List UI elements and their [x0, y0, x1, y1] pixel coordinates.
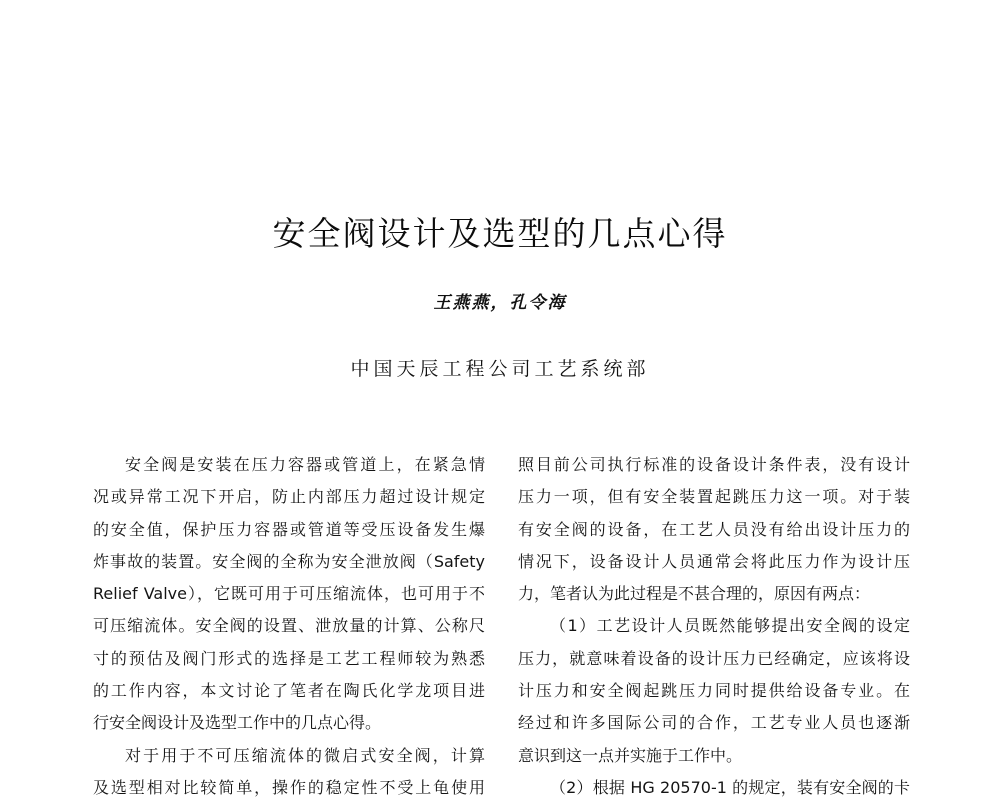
body-line: 行安全阀设计及选型工作中的几点心得。: [93, 713, 382, 733]
body-line: 对于用于不可压缩流体的微启式安全阀，计算: [125, 745, 485, 765]
body-line: 及选型相对比较简单，操作的稳定性不受上龟使用: [93, 777, 485, 797]
body-line: （1）工艺设计人员既然能够提出安全阀的设定: [550, 616, 910, 636]
body-line: 的工作内容，本文讨论了笔者在陶氏化学龙项目进: [93, 681, 485, 701]
body-line: 力，笔者认为此过程是不甚合理的，原因有两点：: [518, 584, 871, 604]
body-line: 寸的预估及阀门形式的选择是工艺工程师较为熟悉: [93, 648, 485, 668]
body-line: 压力，就意味着设备的设计压力已经确定，应该将设: [518, 648, 910, 668]
body-column-right: [518, 449, 910, 804]
body-line: 况或异常工况下开启，防止内部压力超过设计规定: [93, 487, 485, 507]
body-line: 计压力和安全阀起跳压力同时提供给设备专业。在: [518, 681, 910, 701]
body-line: 情况下，设备设计人员通常会将此压力作为设计压: [518, 551, 910, 571]
body-line: 照目前公司执行标准的设备设计条件表，没有设计: [518, 455, 910, 474]
body-line: Relief Valve），它既可用于可压缩流体，也可用于不: [93, 584, 485, 604]
body-line: 炸事故的装置。安全阀的全称为安全泄放阀（Safety: [93, 551, 485, 571]
body-line: 压力一项，但有安全装置起跳压力这一项。对于装: [518, 487, 910, 507]
body-line: 意识到这一点并实施于工作中。: [518, 745, 743, 765]
body-line: 经过和许多国际公司的合作，工艺专业人员也逐渐: [518, 713, 910, 733]
body-line: 可压缩流体。安全阀的设置、泄放量的计算、公称尺: [93, 616, 485, 636]
body-column-left: [93, 449, 485, 804]
body-line: 安全阀是安装在压力容器或管道上，在紧急情: [125, 455, 485, 474]
body-line: 的安全值，保护压力容器或管道等受压设备发生爆: [93, 519, 485, 539]
body-line: （2）根据 HG 20570-1 的规定，装有安全阀的卡: [550, 777, 910, 797]
article-affiliation: 中国天辰工程公司工艺系统部: [350, 358, 650, 380]
article-title: 安全阀设计及选型的几点心得: [272, 214, 728, 253]
body-line: 有安全阀的设备，在工艺人员没有给出设计压力的: [518, 519, 910, 539]
article-authors: 王燕燕，孔令海: [433, 293, 567, 313]
